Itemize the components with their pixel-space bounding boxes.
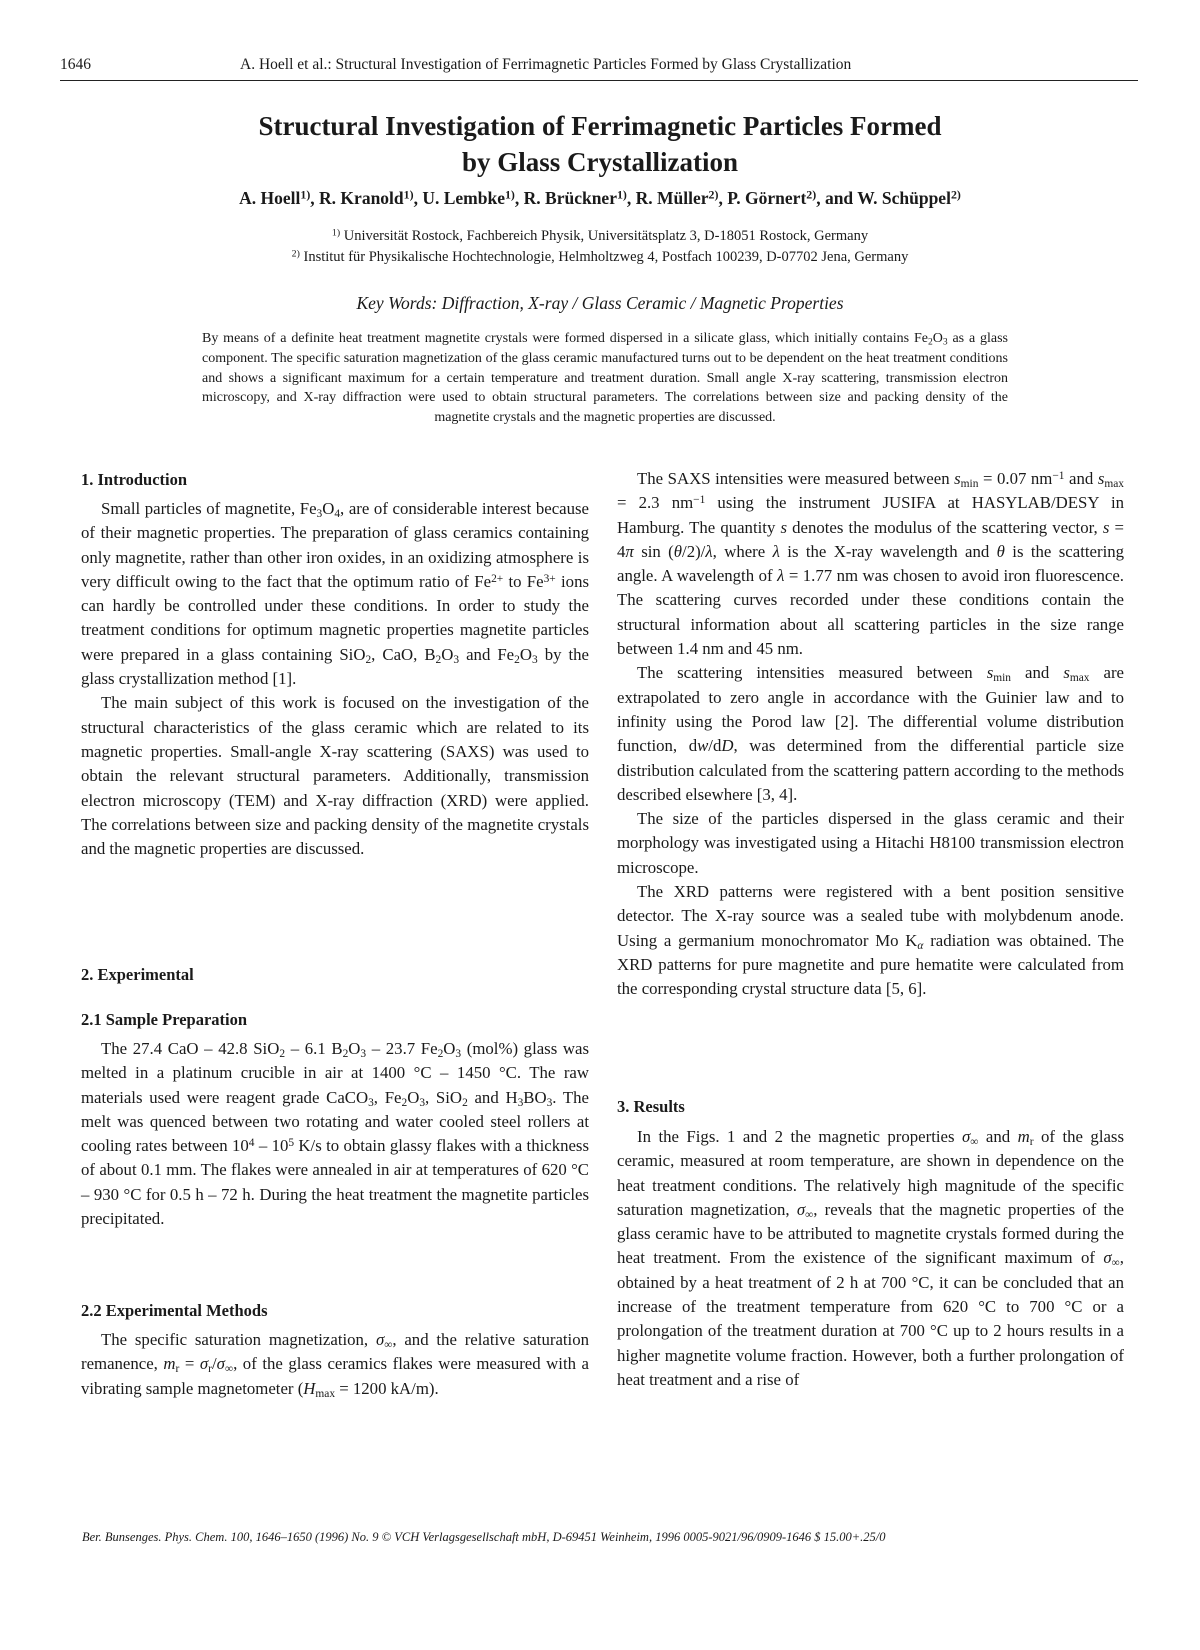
sample-preparation-body: The 27.4 CaO – 42.8 SiO$_2$ – 6.1 $B_2O_3 - 23.7$ $Fe_2O_3$ (mol%) glass was melted in a platinum crucible in air at 1400 °C – 1450 °C. The raw materials used were reagent grade CaCO$_3$, $Fe_2O_3$, SiO$_2$ and $H_3BO_3$. The melt was quenced between two rotating and water cooled steel rollers at cooling rates between $10^4 - 10^5$ K/s to obtain glassy flakes with a thickness of about 0.1 mm. The flakes were annealed in air at temperatures of 620 °C – 930 °C for 0.5 h – 72 h. During the heat treatment the magnetite particles precipitated. [81, 1039, 589, 1229]
section-heading-sample-preparation: 2.1 Sample Preparation [81, 1010, 248, 1029]
affiliation-2: $^{2)}$ Institut für Physikalische Hochtechnologie, Helmholtzweg 4, Postfach 100239, D-07702 Jena, Germany [291, 248, 909, 265]
author: R. Kranold [319, 188, 404, 208]
key-words: Key Words: Diffraction, X-ray / Glass Ceramic / Magnetic Properties [356, 293, 844, 313]
section-heading-results: 3. Results [617, 1097, 685, 1116]
abstract: By means of a definite heat treatment magnetite crystals were formed dispersed in a silicate glass, which initially contains $Fe_2O_3$ as a glass component. The specific saturation magnetization of the glass ceramic manufactured turns out to be dependent on the heat treatment conditions and shows a significant maximum for a certain temperature and treatment duration. Small angle X-ray scattering, transmission electron microscopy, and X-ray diffraction were used to obtain structural parameters. The correlations between size and packing density of the magnetite crystals and the magnetic properties are discussed. [202, 331, 1008, 426]
title-line-1: Structural Investigation of Ferrimagnetic Particles Formed [258, 111, 942, 141]
paper-title [60, 108, 1140, 180]
title-line-2: by Glass Crystallization [461, 147, 738, 177]
affiliation-1: $^{1)}$ Universität Rostock, Fachbereich Physik, Universitätsplatz 3, D-18051 Rostock, Germany [331, 227, 869, 244]
author: P. Görnert [727, 188, 807, 208]
author-list: A. Hoell$^{1)}$, R. Kranold$^{1)}$, U. Lembke$^{1)}$, R. Brückner$^{1)}$, R. Müller$^{2)}$, P. Görnert$^{2)}$, and W. Schüppel$^{2)}$ [239, 187, 961, 208]
experimental-methods-body-continued: The SAXS intensities were measured between $s_{min} = 0.07$ $nm^{-1}$ and $s_{max} = 2.3$ $nm^{-1}$ using the instrument JUSIFA at HASYLAB/DESY in Hamburg. The quantity s denotes the modulus of the scattering vector, s = 4π sin (θ/2)/λ, where λ is the X-ray wavelength and θ is the scattering angle. A wavelength of λ = 1.77 nm was chosen to avoid iron fluorescence. The scattering curves recorded under these conditions contain the structural information about all scattering particles in the size range between 1.4 nm and 45 nm. The scattering intensities measured between $s_{min}$ and $s_{max}$ are extrapolated to zero angle in accordance with the Guinier law and to infinity using the Porod law [2]. The differential volume distribution function, dw/dD, was determined from the differential particle size distribution calculated from the scattering pattern according to the methods described elsewhere [3, 4]. The size of the particles dispersed in the glass ceramic and their morphology was investigated using a Hitachi H8100 transmission electron microscope. The XRD patterns were registered with a bent position sensitive detector. The X-ray source was a sealed tube with molybdenum anode. Using a germanium monochromator Mo $K_\alpha$ radiation was obtained. The XRD patterns for pure magnetite and pure hematite were calculated from the corresponding crystal structure data [5, 6]. [617, 469, 1125, 999]
results-body: In the Figs. 1 and 2 the magnetic properties $\sigma_\infty$ and $m_r$ of the glass ceramic, measured at room temperature, are shown in dependence on the heat treatment conditions. The relatively high magnitude of the specific saturation magnetization, $\sigma_\infty$, reveals that the magnetic properties of the glass ceramic have to be attributed to magnetite crystals formed during the heat treatment. From the existence of the significant maximum of $\sigma_\infty$, obtained by a heat treatment of 2 h at 700 °C, it can be concluded that an increase of the treatment temperature from 620 °C to 700 °C or a prolongation of the treatment duration at 700 °C up to 2 hours results in a higher magnetite volume fraction. However, both a further prolongation of heat treatment and a rise of [617, 1127, 1124, 1389]
author: R. Brückner [523, 188, 617, 208]
experimental-methods-body: The specific saturation magnetization, $\sigma_\infty$, and the relative saturation remanence, $m_r = \sigma_r/\sigma_\infty$, of the glass ceramics flakes were measured with a vibrating sample magnetometer ($H_{max} = 1200$ kA/m). [81, 1330, 590, 1400]
introduction-body: Small particles of magnetite, $Fe_3O_4$, are of considerable interest because of their magnetic properties. The preparation of glass ceramics containing only magnetite, rather than other iron oxides, in an oxidizing atmosphere is very difficult owing to the fact that the optimum ratio of $Fe^{2+}$ to $Fe^{3+}$ ions can hardly be controlled under these conditions. In order to study the treatment conditions for optimum magnetic properties magnetite particles were prepared in a glass containing SiO$_2$, CaO, $B_2O_3$ and $Fe_2O_3$ by the glass crystallization method [1]. The main subject of this work is focused on the investigation of the structural characteristics of the glass ceramic which are related to its magnetic properties. Small-angle X-ray scattering (SAXS) was used to obtain the relevant structural parameters. Additionally, transmission electron microscopy (TEM) and X-ray diffraction (XRD) were applied. The correlations between size and packing density of the magnetite crystals and the magnetic properties are discussed. [81, 499, 589, 859]
running-title: A. Hoell et al.: Structural Investigation of Ferrimagnetic Particles Formed by Glass Crystallization [240, 56, 852, 73]
section-heading-experimental: 2. Experimental [81, 965, 194, 984]
section-heading-experimental-methods: 2.2 Experimental Methods [81, 1301, 268, 1320]
author: R. Müller [635, 188, 709, 208]
author: W. Schüppel [857, 188, 951, 208]
running-head [60, 56, 1138, 81]
author: A. Hoell [239, 188, 301, 208]
page-number: 1646 [60, 56, 91, 73]
section-heading-introduction: 1. Introduction [81, 470, 188, 489]
author: U. Lembke [422, 188, 505, 208]
journal-footer: Ber. Bunsenges. Phys. Chem. 100, 1646–1650 (1996) No. 9 © VCH Verlagsgesellschaft mbH, D-69451 Weinheim, 1996 0005-9021/96/0909-1646 $ 15.00+.25/0 [82, 1530, 886, 1544]
